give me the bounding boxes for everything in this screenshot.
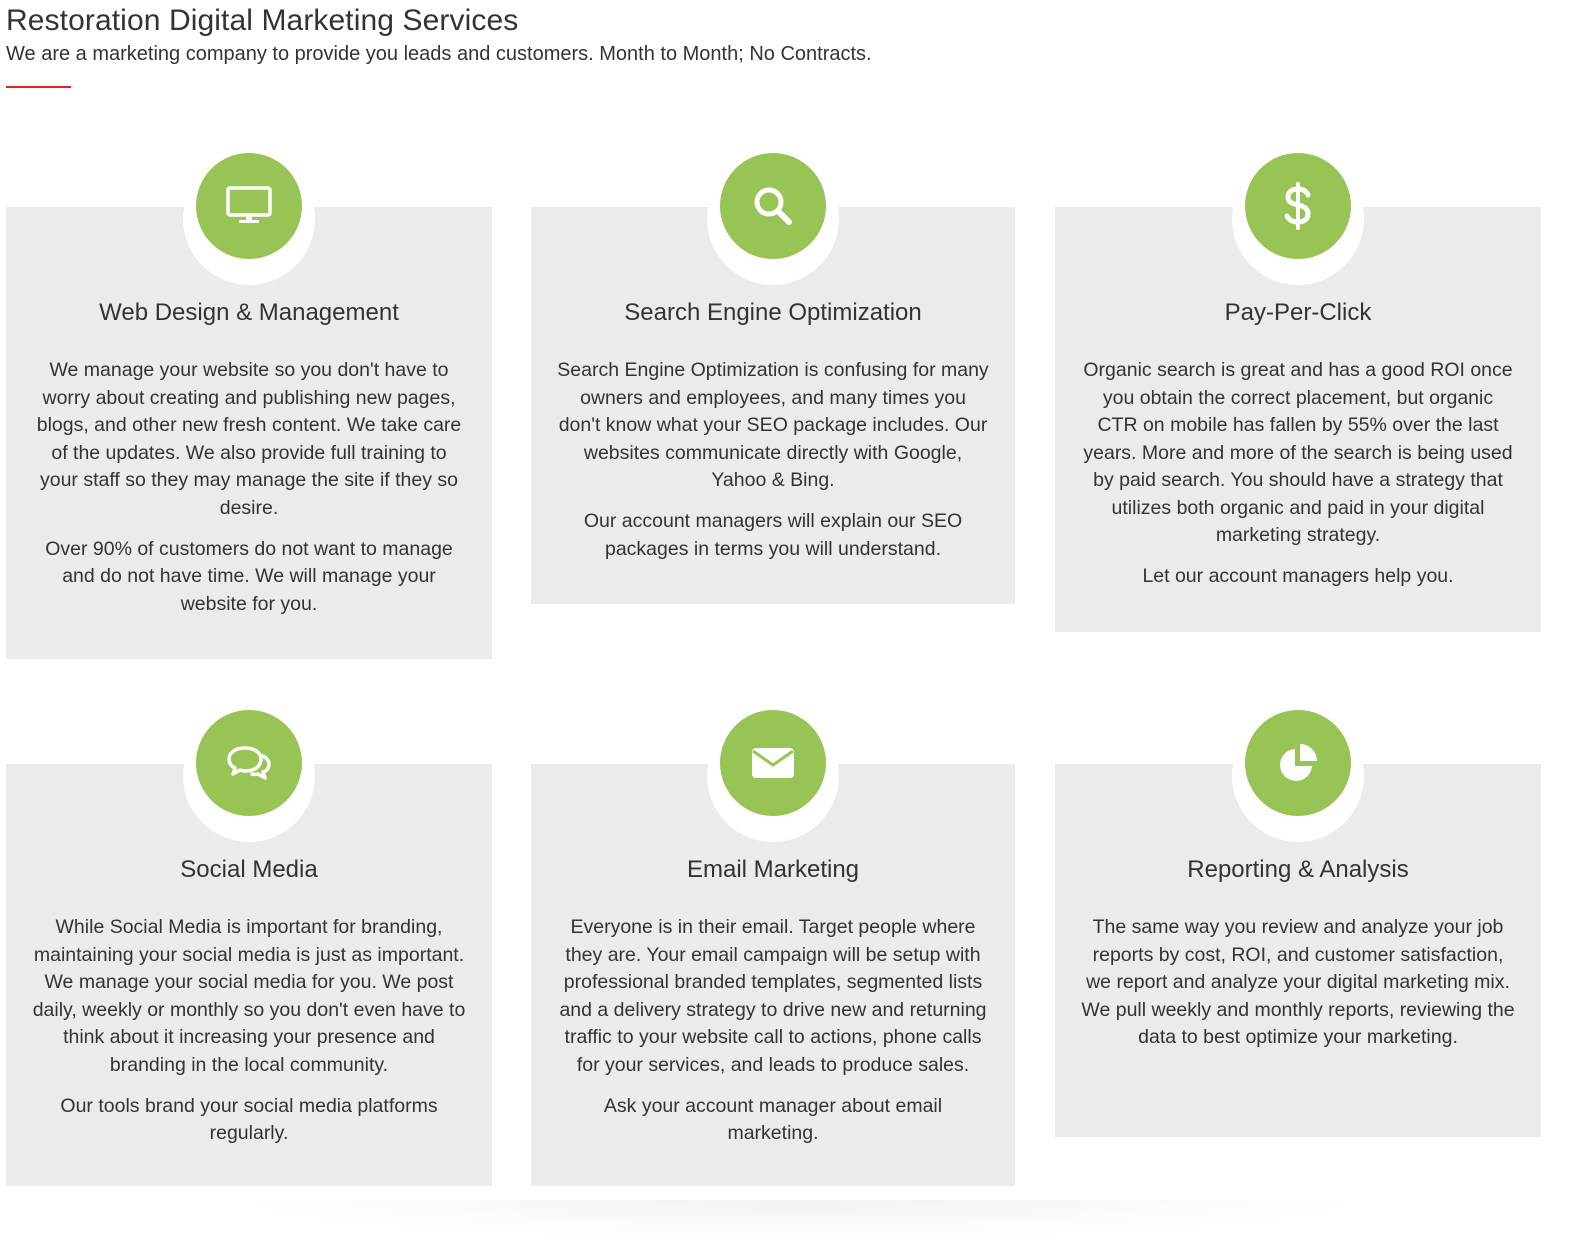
service-paragraph: Our tools brand your social media platforms regularly.: [60, 1094, 438, 1144]
service-card-social-media: [6, 764, 492, 1186]
service-paragraph: The same way you review and analyze your job reports by cost, ROI, and customer satisfaction, we report and analyze your digital marketing mix. We pull weekly and monthly reports, reviewing the data to best optimize your marketing.: [1081, 916, 1515, 1048]
page-subtitle: We are a marketing company to provide you leads and customers. Month to Month; No Contracts.: [6, 43, 872, 65]
service-paragraph: Our account managers will explain our SEO packages in terms you will understand.: [583, 510, 963, 560]
service-card-seo: [531, 207, 1015, 604]
envelope-icon: [720, 710, 826, 816]
monitor-icon: [196, 153, 302, 259]
title-divider: [6, 86, 71, 88]
service-paragraph: We manage your website so you don't have to worry about creating and publishing new pages, blogs, and other new fresh content. We take care of the updates. We also provide full training to your staff so they may manage the site if they so desire.: [36, 359, 462, 519]
page-title: Restoration Digital Marketing Services: [6, 4, 519, 37]
service-card-email-marketing: [531, 764, 1015, 1186]
service-paragraph: Everyone is in their email. Target people where they are. Your email campaign will be setup with professional branded templates, segmented lists and a delivery strategy to drive new and returning traffic to your website call to actions, phone calls for your services, and leads to produce sales.: [559, 916, 987, 1076]
service-description: [1081, 357, 1515, 604]
service-title: Social Media: [180, 856, 318, 883]
search-icon: [720, 153, 826, 259]
service-title: Pay-Per-Click: [1224, 299, 1372, 326]
service-title: Reporting & Analysis: [1187, 856, 1409, 883]
service-paragraph: Organic search is great and has a good ROI once you obtain the correct placement, but organic CTR on mobile has fallen by 55% over the last years. More and more of the search is being used by paid search. You should have a strategy that utilizes both organic and paid in your digital marketing strategy.: [1083, 359, 1513, 546]
service-paragraph: Let our account managers help you.: [1142, 565, 1454, 587]
service-paragraph: While Social Media is important for branding, maintaining your social media is just as important. We manage your social media for you. We post daily, weekly or monthly so you don't even have to think about it increasing your presence and branding in the local community.: [32, 916, 466, 1076]
service-paragraph: Ask your account manager about email marketing.: [603, 1094, 943, 1144]
service-description: [32, 357, 466, 632]
service-card-reporting: [1055, 764, 1541, 1137]
service-description: [1081, 914, 1515, 1065]
service-title: Web Design & Management: [99, 299, 399, 326]
pie-chart-icon: [1245, 710, 1351, 816]
service-card-web-design: [6, 207, 492, 659]
chat-bubbles-icon: [196, 710, 302, 816]
service-card-ppc: [1055, 207, 1541, 632]
service-paragraph: Over 90% of customers do not want to manage and do not have time. We will manage your website for you.: [45, 537, 453, 615]
service-description: [557, 357, 989, 577]
service-description: [32, 914, 466, 1161]
service-description: [557, 914, 989, 1161]
service-paragraph: Search Engine Optimization is confusing for many owners and employees, and many times you don't know what your SEO package includes. Our websites communicate directly with Google, Yahoo & Bing.: [557, 359, 989, 491]
bottom-shadow: [230, 1200, 1370, 1240]
service-title: Search Engine Optimization: [624, 299, 922, 326]
dollar-icon: [1245, 153, 1351, 259]
service-title: Email Marketing: [686, 856, 860, 883]
